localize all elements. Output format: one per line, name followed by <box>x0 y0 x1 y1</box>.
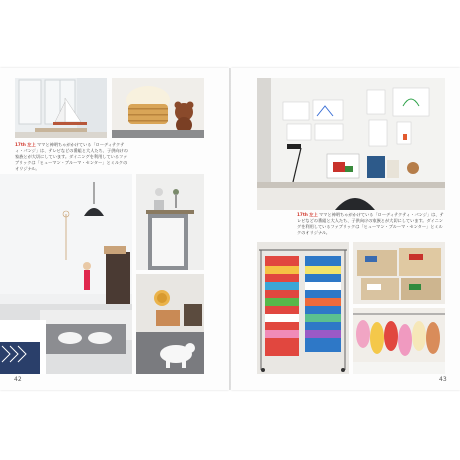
desk-trophy-illustration <box>136 174 204 270</box>
page-number-right: 43 <box>439 376 447 383</box>
photo-window-sailboat <box>15 78 107 138</box>
photo-knit-garments <box>257 242 349 374</box>
lamp-teddy-illustration <box>112 78 204 138</box>
caption-highlight: 17th 左上 <box>15 142 36 147</box>
photo-workspace <box>257 78 445 210</box>
photo-bear-pillow <box>136 274 204 374</box>
caption-text: ママと神明ちゃがかけている「ローディテクティ・パンジ」は、テレビなどの番組と大人たち、子供向けの家族とが大切にしています。ダイニングを利用しているファブリックは「ヒューマン・ブルーマ・センター」とミルクのオリジナル。 <box>15 142 128 171</box>
workspace-illustration <box>257 78 445 210</box>
photo-storage-boxes <box>353 242 445 304</box>
right-page <box>231 68 460 390</box>
magazine-spread <box>0 68 460 390</box>
caption-highlight: 17th 左上 <box>297 212 318 217</box>
photo-stuffed-toys <box>353 308 445 374</box>
bear-pillow-illustration <box>136 274 204 374</box>
left-page <box>0 68 229 390</box>
photo-bedroom <box>0 174 132 374</box>
stuffed-toys-illustration <box>353 308 445 374</box>
left-caption <box>15 142 131 172</box>
photo-desk-trophy <box>136 174 204 270</box>
bedroom-illustration <box>0 174 132 374</box>
photo-lamp-teddy <box>112 78 204 138</box>
page-number-left: 42 <box>14 376 22 383</box>
caption-text: ママと神明ちゃがかけている「ローディテクティ・パンジ」は、テレビなどの番組と大人たち、子供向けの家族とが大切にしています。ダイニングを利用しているファブリックは「ヒューマン・ブルーマ・センター」とミルクのオリジナル。 <box>297 212 444 235</box>
window-sailboat-illustration <box>15 78 107 138</box>
storage-boxes-illustration <box>353 242 445 304</box>
knit-garments-illustration <box>257 242 349 374</box>
right-caption <box>297 212 445 240</box>
